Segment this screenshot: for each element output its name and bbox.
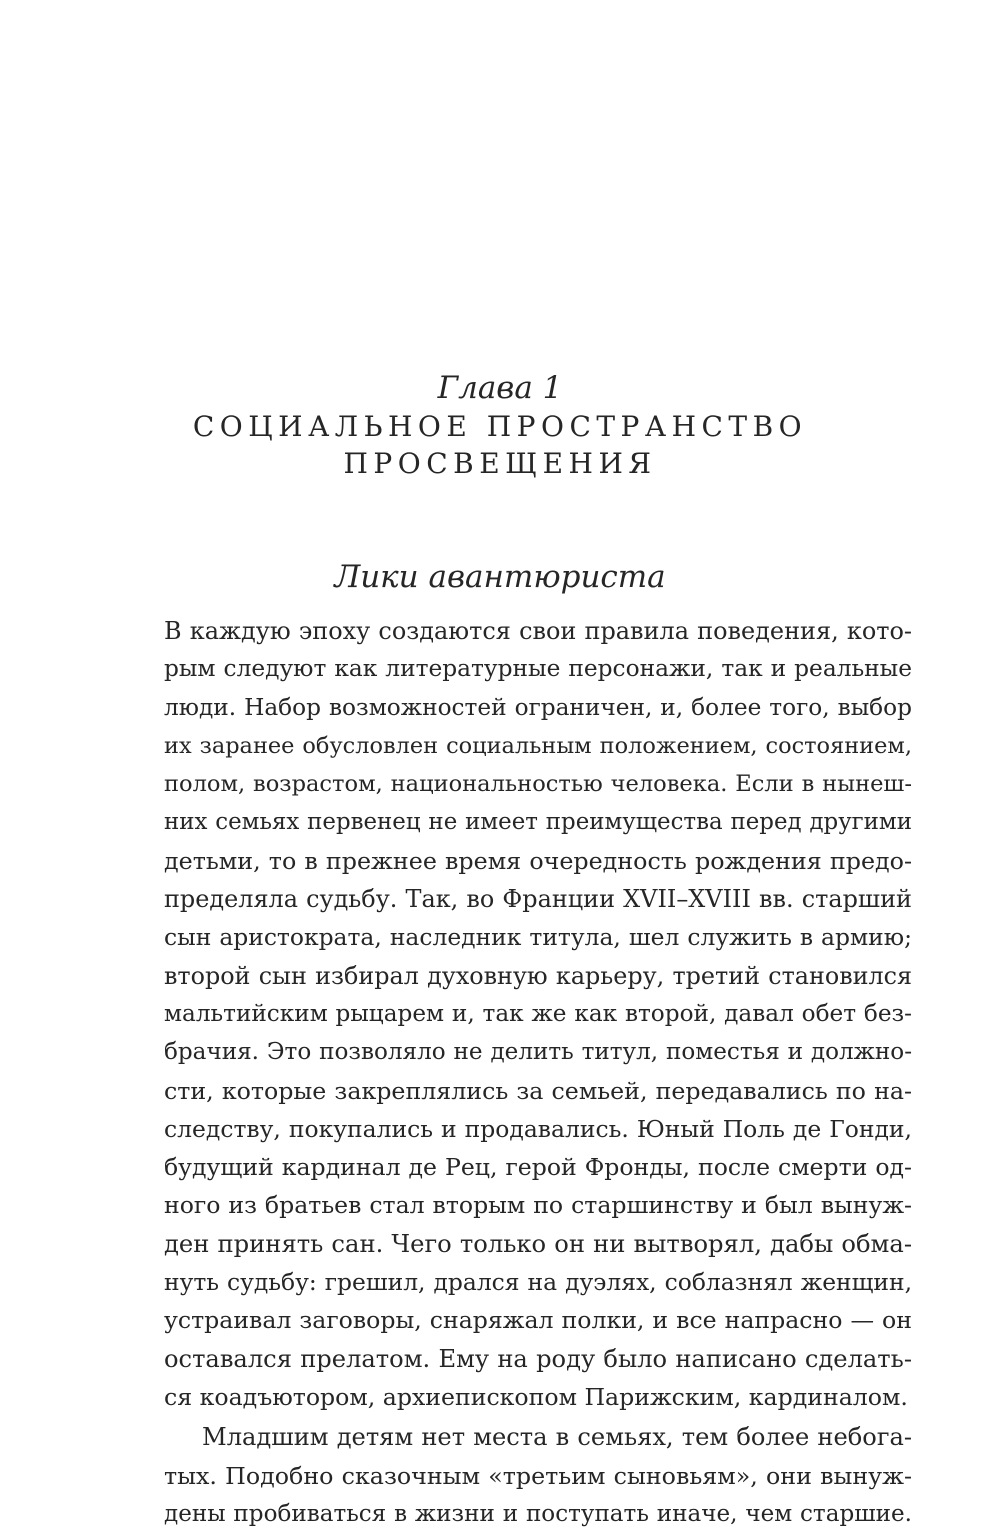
- chapter-title: [0, 408, 1000, 482]
- text-line: их заранее обусловлен социальным положением, состоянием,: [164, 732, 912, 759]
- chapter-title-line: СОЦИАЛЬНОЕ ПРОСТРАНСТВО: [192, 410, 808, 443]
- text-line: сти, которые закреплялись за семьей, передавались по на-: [164, 1076, 912, 1105]
- paragraph: [164, 1418, 912, 1533]
- text-line: рым следуют как литературные персонажи, так и реальные: [164, 655, 912, 683]
- text-line: люди. Набор возможностей ограничен, и, более того, выбор: [164, 693, 912, 721]
- section-title: Лики авантюриста: [334, 559, 666, 595]
- text-line: ся коадъютором, архиепископом Парижским, кардиналом.: [164, 1382, 908, 1411]
- text-line: них семьях первенец не имеет преимущества перед другими: [164, 809, 912, 836]
- text-line: сын аристократа, наследник титула, шел служить в армию;: [164, 923, 912, 952]
- text-line: ного из братьев стал вторым по старшинству и был вынуж-: [164, 1191, 912, 1220]
- text-line: полом, возрастом, национальностью человека. Если в нынеш-: [164, 771, 912, 798]
- body-text: [164, 612, 912, 1533]
- text-line: мальтийским рыцарем и, так же как второй, давал обет без-: [164, 999, 912, 1027]
- text-line: будущий кардинал де Рец, герой Фронды, после смерти од-: [164, 1153, 912, 1182]
- text-line: второй сын избирал духовную карьеру, третий становился: [164, 961, 912, 990]
- text-line: В каждую эпоху создаются свои правила поведения, кото-: [164, 617, 912, 645]
- paragraph: [164, 612, 912, 1416]
- text-line: нуть судьбу: грешил, дрался на дуэлях, соблазнял женщин,: [164, 1268, 912, 1297]
- chapter-title-line: ПРОСВЕЩЕНИЯ: [343, 447, 657, 480]
- text-line: пределяла судьбу. Так, во Франции XVII–XVIII вв. старший: [164, 885, 912, 914]
- text-line: дены пробиваться в жизни и поступать иначе, чем старшие.: [164, 1500, 912, 1527]
- text-line: Младшим детям нет места в семьях, тем более небога-: [202, 1423, 912, 1452]
- text-line: детьми, то в прежнее время очередность рождения предо-: [164, 846, 912, 875]
- text-line: оставался прелатом. Ему на роду было написано сделать-: [164, 1344, 912, 1373]
- text-line: тых. Подобно сказочным «третьим сыновьям», они вынуж-: [164, 1461, 912, 1490]
- text-line: брачия. Это позволяло не делить титул, поместья и должно-: [164, 1039, 912, 1066]
- text-line: следству, покупались и продавались. Юный Поль де Гонди,: [164, 1114, 912, 1143]
- text-line: ден принять сан. Чего только он ни вытворял, дабы обма-: [164, 1229, 912, 1258]
- text-line: устраивал заговоры, снаряжал полки, и все напрасно — он: [164, 1306, 912, 1335]
- chapter-label: Глава 1: [437, 370, 563, 406]
